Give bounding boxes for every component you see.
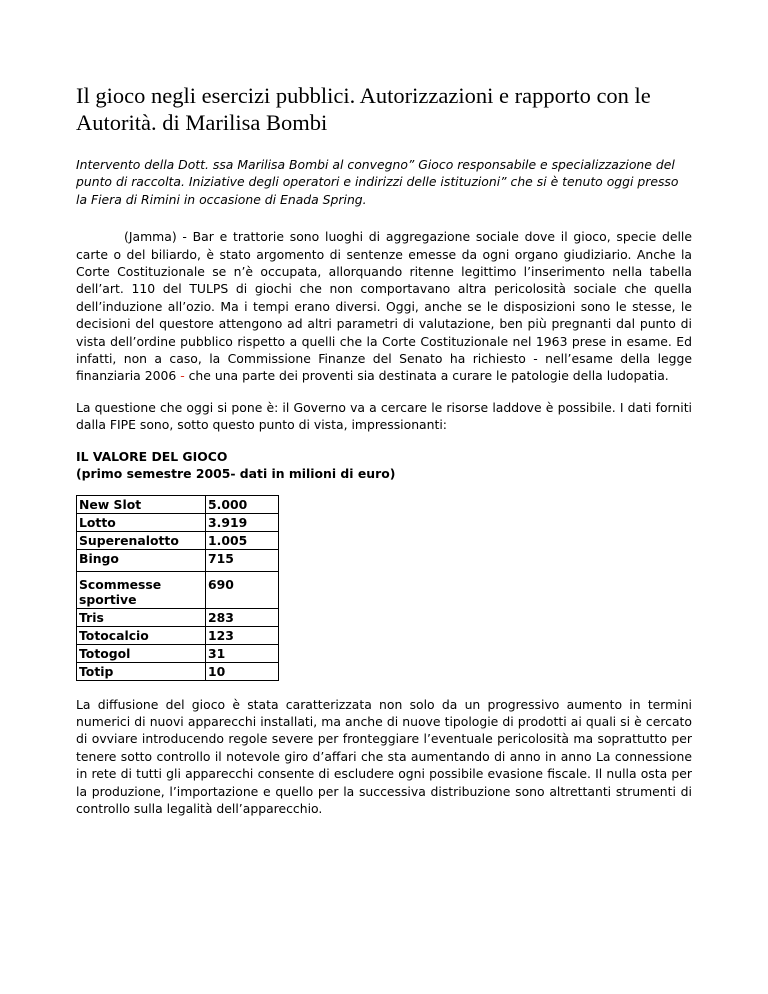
row-name: Totocalcio — [77, 626, 200, 644]
table-row — [77, 495, 279, 513]
row-name: New Slot — [77, 495, 200, 513]
paragraph-1-dash-1: - — [533, 351, 538, 367]
row-name: Superenalotto — [77, 531, 200, 549]
table-row — [77, 513, 279, 531]
body-paragraph-2: La questione che oggi si pone è: il Governo va a cercare le risorse laddove è possibile. I dati forniti dalla FIPE sono, sotto questo punto di vista, impressionanti: — [76, 399, 692, 433]
row-value: 3.919 — [206, 513, 279, 531]
table-row — [77, 608, 279, 626]
table-row — [77, 626, 279, 644]
paragraph-1-part-2: nell’esame della legge finanziaria 2006 — [76, 351, 692, 384]
row-name: Totip — [77, 662, 200, 680]
table-heading-line-1: IL VALORE DEL GIOCO — [76, 448, 228, 464]
table-row — [77, 531, 279, 549]
row-name: Lotto — [77, 513, 200, 531]
document-page — [76, 82, 692, 831]
body-paragraph-3: La diffusione del gioco è stata caratterizzata non solo da un progressivo aumento in termini numerici di nuovi apparecchi installati, ma anche di nuove tipologie di prodotti ai quali si è cercato di ovviare introducendo regole severe per fronteggiare l’eventuale pericolosità ma soprattutto per tenere sotto controllo il notevole giro d’affari che sta aumentando di anno in anno La connessione in rete di tutti gli apparecchi consente di escludere ogni possibile evasione fiscale. Il nulla osta per la produzione, l’importazione e quello per la successiva distribuzione sono altrettanti strumenti di controllo sulla legalità dell’apparecchio. — [76, 696, 692, 816]
row-value: 283 — [206, 608, 279, 626]
row-value: 690 — [206, 571, 279, 608]
game-value-table — [76, 495, 279, 681]
row-name: Scommesse sportive — [77, 571, 200, 608]
paragraph-1-part-3: che una parte dei proventi sia destinata a curare le patologie della ludopatia. — [184, 368, 669, 384]
table-row — [77, 662, 279, 680]
paragraph-1-dash-2: - — [180, 368, 185, 384]
row-name: Tris — [77, 608, 200, 626]
row-name: Bingo — [77, 549, 200, 571]
intro-paragraph: Intervento della Dott. ssa Marilisa Bombi al convegno” Gioco responsabile e specializzazione del punto di raccolta. Iniziative degli operatori e indirizzi delle istituzioni” che si è tenuto oggi presso la Fiera di Rimini in occasione di Enada Spring. — [76, 157, 679, 207]
table-row — [77, 571, 279, 608]
table-heading-line-2: (primo semestre 2005- dati in milioni di euro) — [76, 466, 396, 482]
row-value: 31 — [206, 644, 279, 662]
row-value: 10 — [206, 662, 279, 680]
article-title: Il gioco negli esercizi pubblici. Autorizzazioni e rapporto con le Autorità. di Marilisa Bombi — [76, 83, 651, 135]
row-value: 715 — [206, 549, 279, 571]
row-value: 1.005 — [206, 531, 279, 549]
paragraph-1-part-1: (Jamma) - Bar e trattorie sono luoghi di aggregazione sociale dove il gioco, specie delle carte o del biliardo, è stato argomento di sentenze emesse da ogni organo giudiziario. Anche la Corte Costituzionale se n’è occupata, allorquando ritenne legittimo l’inserimento nella tabella dell’art. 110 del TULPS di giochi che non comportavano altra pericolosità sociale che quella dell’induzione all’ozio. Ma i tempi erano diversi. Oggi, anche se le disposizioni sono le stesse, le decisioni del questore attengono ad altri parametri di valutazione, ben più pregnanti dal punto di vista dell’ordine pubblico rispetto a quelli che la Corte Costituzionale nel 1963 prese in esame. Ed infatti, non a caso, la Commissione Finanze del Senato ha richiesto — [76, 229, 692, 367]
table-row — [77, 644, 279, 662]
row-name: Totogol — [77, 644, 200, 662]
table-row — [77, 549, 279, 571]
row-value: 5.000 — [206, 495, 279, 513]
table-heading — [76, 448, 692, 483]
row-value: 123 — [206, 626, 279, 644]
body-paragraph-1 — [76, 228, 692, 385]
